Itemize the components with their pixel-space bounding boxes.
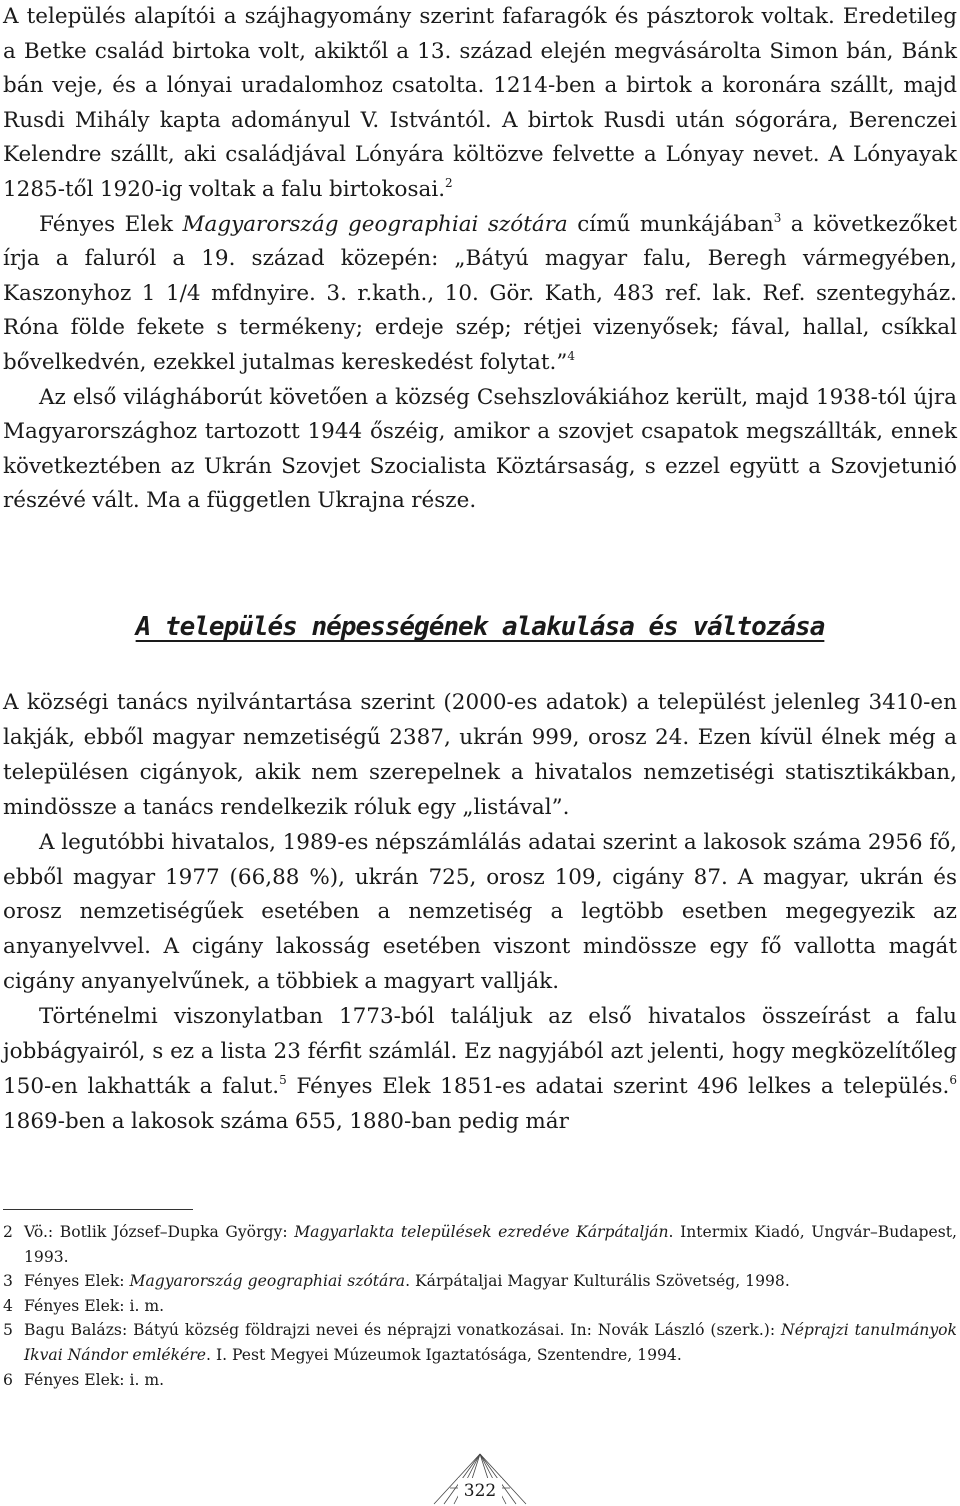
page-number: 322 [463,1481,497,1501]
paragraph: Történelmi viszonylatban 1773-ból találjuk az első hivatalos összeírást a falu jobbágyairól, s ez a lista 23 férfit számlál. Ez nagyjából azt jelenti, hogy megközelítőleg 150-en lakhatták a falut.$^5$ Fényes Elek 1851-es adatai szerint 496 lelkes a település.$^6$ 1869-ben a lakosok száma 655, 1880-ban pedig már [3,1004,957,1134]
footnotes [3,1220,957,1392]
footnote-ref: 2 [445,175,453,190]
body-text-section [3,686,957,1140]
footnote-ref: 6 [949,1072,957,1087]
footnote [3,1220,957,1269]
footnote-number: 6 [3,1370,13,1389]
footnote-text: Vö.: Botlik József–Dupka György: Magyarlakta települések ezredéve Kárpátalján. Intermix Kiadó, Ungvár–Budapest, 1993. [24,1223,957,1266]
italic-title: Magyarlakta települések ezredéve Kárpátalján [294,1223,669,1241]
paragraph: A községi tanács nyilvántartása szerint (2000-es adatok) a települést jelenleg 3410-en lakják, ebből magyar nemzetiségű 2387, ukrán 999, orosz 24. Ezen kívül élnek még a településen cigányok, akik nem szerepelnek a hivatalos nemzetiségi statisztikákban, mindössze a tanács rendelkezik róluk egy „listával”. [3,690,957,820]
paragraph: A település alapítói a szájhagyomány szerint fafaragók és pásztorok voltak. Eredetileg a Betke család birtoka volt, akiktől a 13. század elején megvásárolta Simon bán, Bánk bán veje, és a lónyai uradalomhoz csatolta. 1214-ben a birtok a koronára szállt, majd Rusdi Mihály kapta adományul V. Istvántól. A birtok Rusdi után sógorára, Berenczei Kelendre szállt, aki családjával Lónyára költözve felvette a Lónyay nevet. A Lónyayak 1285-től 1920-ig voltak a falu birtokosai.$^2$ [3,4,957,202]
footnote [3,1269,957,1294]
footnote-text: Fényes Elek: Magyarország geographiai szótára. Kárpátaljai Magyar Kulturális Szövetség, 1998. [24,1272,790,1291]
footnote [3,1368,957,1393]
footnote [3,1318,957,1367]
footnote-ref: 3 [773,210,782,225]
paragraph: Fényes Elek Magyarország geographiai szótára című munkájában$^3$ a következőket írja a faluról a 19. század közepén: „Bátyú magyar falu, Beregh vármegyében, Kaszonyhoz 1 1/4 mfdnyire. 3. r.kath., 10. Gör. Kath, 483 ref. lak. Ref. szentegyház. Róna földe fekete s termékeny; erdeje szép; rétjei vizenyősek; fával, hallal, csíkkal bővelkedvén, ezekkel jutalmas kereskedést folytat.”$^4$ [3,210,957,375]
italic-title: Magyarország geographiai szótára [182,211,568,237]
footnote-text: Bagu Balázs: Bátyú község földrajzi nevei és néprajzi vonatkozásai. In: Novák László (szerk.): Néprajzi tanulmányok Ikvai Nándor emlékére. I. Pest Megyei Múzeumok Igaztatósága, Szentendre, 1994. [24,1321,958,1364]
italic-title: Magyarország geographiai szótára [129,1272,406,1291]
footnote [3,1294,957,1319]
footnote-number: 2 [3,1223,13,1241]
footnote-text: Fényes Elek: i. m. [24,1370,165,1389]
paragraph: A legutóbbi hivatalos, 1989-es népszámlálás adatai szerint a lakosok száma 2956 fő, ebből magyar 1977 (66,88 %), ukrán 725, orosz 109, cigány 87. A magyar, ukrán és orosz nemzetiségűek esetében a nemzetiség a legtöbb esetben megegyezik az anyanyelvvel. A cigány lakosság esetében viszont mindössze egy fő vallotta magát cigány anyanyelvűnek, a többiek a magyart vallják. [3,829,957,995]
body-text-top [3,0,957,519]
footnote-ref: 4 [567,348,575,363]
footnote-number: 4 [3,1296,13,1315]
footnote-number: 5 [3,1321,13,1340]
paragraph: Az első világháborút követően a község Csehszlovákiához került, majd 1938-tól újra Magyarországhoz tartozott 1944 őszéig, amikor a szovjet csapatok megszállták, ennek következtében az Ukrán Szovjet Szocialista Köztársaság, s ezzel együtt a Szovjetunió részévé vált. Ma a független Ukrajna része. [3,384,957,514]
italic-title: Néprajzi tanulmányok Ikvai Nándor emlékére [24,1321,958,1364]
footnote-number: 3 [3,1272,13,1291]
footnote-text: Fényes Elek: i. m. [24,1296,165,1315]
footnote-separator [3,1209,193,1210]
section-heading: A település népességének alakulása és változása [135,612,825,642]
footnote-ref: 5 [279,1072,287,1087]
